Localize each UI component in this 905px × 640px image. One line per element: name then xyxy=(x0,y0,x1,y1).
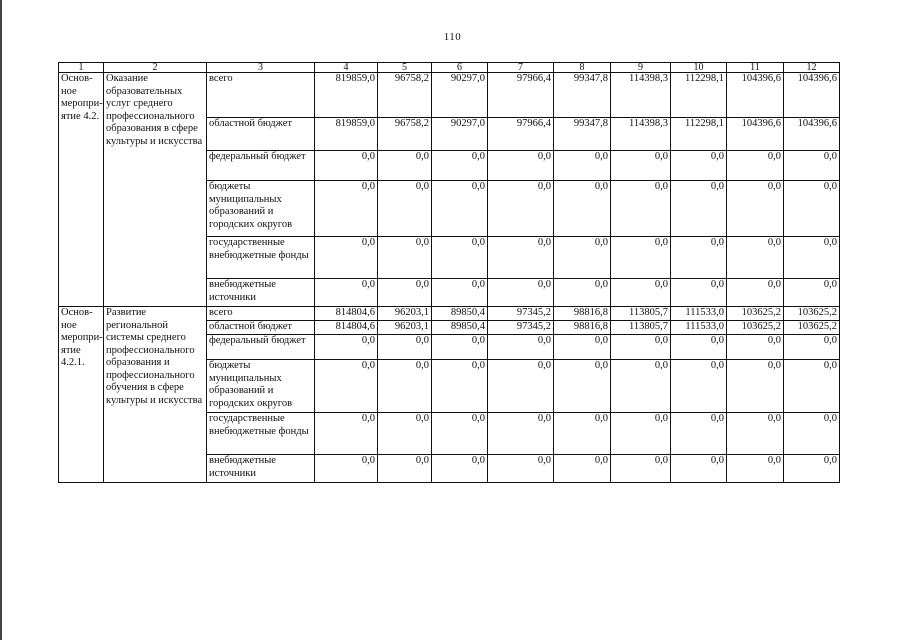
value-cell: 0,0 xyxy=(671,360,727,413)
value-cell: 96758,2 xyxy=(378,118,432,151)
value-cell: 104396,6 xyxy=(784,118,840,151)
description-cell: Развитие региональной системы среднего профессионального образования и профессионального обучения в сфере культуры и искусства xyxy=(104,307,207,483)
value-cell: 0,0 xyxy=(784,237,840,279)
funding-source-cell: бюджеты муниципальных образований и городских округов xyxy=(207,181,315,237)
column-number: 5 xyxy=(378,63,432,73)
column-number: 2 xyxy=(104,63,207,73)
value-cell: 111533,0 xyxy=(671,321,727,335)
value-cell: 0,0 xyxy=(488,279,554,307)
value-cell: 0,0 xyxy=(554,151,611,181)
funding-source-cell: бюджеты муниципальных образований и городских округов xyxy=(207,360,315,413)
value-cell: 0,0 xyxy=(671,279,727,307)
value-cell: 0,0 xyxy=(611,413,671,455)
value-cell: 0,0 xyxy=(488,413,554,455)
value-cell: 819859,0 xyxy=(315,73,378,118)
value-cell: 89850,4 xyxy=(432,307,488,321)
value-cell: 99347,8 xyxy=(554,118,611,151)
value-cell: 0,0 xyxy=(378,237,432,279)
value-cell: 0,0 xyxy=(671,151,727,181)
budget-table-body xyxy=(59,73,840,483)
description-cell: Оказание образовательных услуг среднего профессионального образования в сфере культуры и искусства xyxy=(104,73,207,307)
value-cell: 0,0 xyxy=(378,279,432,307)
funding-source-cell: федеральный бюджет xyxy=(207,335,315,360)
value-cell: 0,0 xyxy=(315,279,378,307)
value-cell: 0,0 xyxy=(554,279,611,307)
value-cell: 0,0 xyxy=(727,181,784,237)
value-cell: 0,0 xyxy=(611,279,671,307)
value-cell: 0,0 xyxy=(432,151,488,181)
value-cell: 0,0 xyxy=(432,181,488,237)
value-cell: 104396,6 xyxy=(784,73,840,118)
value-cell: 98816,8 xyxy=(554,307,611,321)
column-number: 3 xyxy=(207,63,315,73)
value-cell: 0,0 xyxy=(727,455,784,483)
value-cell: 0,0 xyxy=(611,455,671,483)
value-cell: 0,0 xyxy=(432,413,488,455)
value-cell: 814804,6 xyxy=(315,307,378,321)
value-cell: 99347,8 xyxy=(554,73,611,118)
value-cell: 0,0 xyxy=(378,151,432,181)
value-cell: 0,0 xyxy=(488,335,554,360)
value-cell: 111533,0 xyxy=(671,307,727,321)
value-cell: 0,0 xyxy=(727,151,784,181)
column-number: 4 xyxy=(315,63,378,73)
value-cell: 0,0 xyxy=(488,455,554,483)
value-cell: 90297,0 xyxy=(432,118,488,151)
funding-source-cell: государственные внебюджетные фонды xyxy=(207,413,315,455)
funding-source-cell: внебюджетные источники xyxy=(207,455,315,483)
activity-cell: Основ-ное меропри-ятие 4.2. xyxy=(59,73,104,307)
value-cell: 0,0 xyxy=(315,151,378,181)
value-cell: 0,0 xyxy=(315,181,378,237)
value-cell: 0,0 xyxy=(315,455,378,483)
funding-source-cell: внебюджетные источники xyxy=(207,279,315,307)
value-cell: 0,0 xyxy=(671,413,727,455)
value-cell: 0,0 xyxy=(378,335,432,360)
value-cell: 0,0 xyxy=(488,181,554,237)
value-cell: 112298,1 xyxy=(671,118,727,151)
value-cell: 104396,6 xyxy=(727,73,784,118)
value-cell: 0,0 xyxy=(784,360,840,413)
table-row xyxy=(59,307,840,321)
value-cell: 96203,1 xyxy=(378,321,432,335)
value-cell: 104396,6 xyxy=(727,118,784,151)
value-cell: 90297,0 xyxy=(432,73,488,118)
value-cell: 97966,4 xyxy=(488,73,554,118)
value-cell: 0,0 xyxy=(727,335,784,360)
column-number: 1 xyxy=(59,63,104,73)
column-number: 8 xyxy=(554,63,611,73)
value-cell: 0,0 xyxy=(554,335,611,360)
value-cell: 0,0 xyxy=(554,360,611,413)
value-cell: 0,0 xyxy=(727,360,784,413)
column-number: 6 xyxy=(432,63,488,73)
value-cell: 0,0 xyxy=(432,279,488,307)
value-cell: 0,0 xyxy=(727,279,784,307)
value-cell: 103625,2 xyxy=(727,321,784,335)
column-number: 9 xyxy=(611,63,671,73)
value-cell: 0,0 xyxy=(784,455,840,483)
value-cell: 97345,2 xyxy=(488,307,554,321)
value-cell: 0,0 xyxy=(488,360,554,413)
value-cell: 0,0 xyxy=(488,151,554,181)
value-cell: 0,0 xyxy=(727,237,784,279)
column-number: 11 xyxy=(727,63,784,73)
page-number: 110 xyxy=(443,31,462,43)
activity-cell: Основ-ное меропри-ятие 4.2.1. xyxy=(59,307,104,483)
value-cell: 0,0 xyxy=(611,335,671,360)
value-cell: 0,0 xyxy=(378,360,432,413)
value-cell: 0,0 xyxy=(554,413,611,455)
value-cell: 97966,4 xyxy=(488,118,554,151)
value-cell: 0,0 xyxy=(315,237,378,279)
value-cell: 0,0 xyxy=(432,455,488,483)
value-cell: 0,0 xyxy=(611,360,671,413)
value-cell: 0,0 xyxy=(671,237,727,279)
value-cell: 0,0 xyxy=(378,181,432,237)
value-cell: 814804,6 xyxy=(315,321,378,335)
value-cell: 0,0 xyxy=(611,181,671,237)
value-cell: 0,0 xyxy=(784,181,840,237)
column-number: 7 xyxy=(488,63,554,73)
value-cell: 0,0 xyxy=(554,455,611,483)
scan-edge-line xyxy=(0,0,2,640)
value-cell: 0,0 xyxy=(432,360,488,413)
value-cell: 0,0 xyxy=(727,413,784,455)
value-cell: 0,0 xyxy=(784,279,840,307)
column-number: 12 xyxy=(784,63,840,73)
value-cell: 0,0 xyxy=(671,181,727,237)
funding-source-cell: областной бюджет xyxy=(207,118,315,151)
column-number: 10 xyxy=(671,63,727,73)
value-cell: 0,0 xyxy=(378,413,432,455)
value-cell: 0,0 xyxy=(432,237,488,279)
funding-source-cell: государственные внебюджетные фонды xyxy=(207,237,315,279)
value-cell: 97345,2 xyxy=(488,321,554,335)
funding-source-cell: всего xyxy=(207,73,315,118)
value-cell: 89850,4 xyxy=(432,321,488,335)
value-cell: 0,0 xyxy=(315,360,378,413)
value-cell: 0,0 xyxy=(784,151,840,181)
value-cell: 0,0 xyxy=(315,413,378,455)
value-cell: 0,0 xyxy=(488,237,554,279)
value-cell: 114398,3 xyxy=(611,73,671,118)
value-cell: 98816,8 xyxy=(554,321,611,335)
value-cell: 0,0 xyxy=(611,151,671,181)
value-cell: 0,0 xyxy=(784,413,840,455)
value-cell: 114398,3 xyxy=(611,118,671,151)
funding-source-cell: федеральный бюджет xyxy=(207,151,315,181)
value-cell: 96203,1 xyxy=(378,307,432,321)
value-cell: 96758,2 xyxy=(378,73,432,118)
value-cell: 0,0 xyxy=(784,335,840,360)
value-cell: 103625,2 xyxy=(727,307,784,321)
value-cell: 819859,0 xyxy=(315,118,378,151)
value-cell: 103625,2 xyxy=(784,307,840,321)
value-cell: 0,0 xyxy=(315,335,378,360)
value-cell: 0,0 xyxy=(671,455,727,483)
value-cell: 113805,7 xyxy=(611,321,671,335)
value-cell: 0,0 xyxy=(554,237,611,279)
value-cell: 0,0 xyxy=(378,455,432,483)
funding-source-cell: областной бюджет xyxy=(207,321,315,335)
value-cell: 113805,7 xyxy=(611,307,671,321)
budget-table xyxy=(58,62,840,483)
value-cell: 103625,2 xyxy=(784,321,840,335)
funding-source-cell: всего xyxy=(207,307,315,321)
column-number-row xyxy=(59,63,840,73)
value-cell: 0,0 xyxy=(554,181,611,237)
value-cell: 0,0 xyxy=(432,335,488,360)
table-row xyxy=(59,73,840,118)
value-cell: 0,0 xyxy=(611,237,671,279)
value-cell: 0,0 xyxy=(671,335,727,360)
value-cell: 112298,1 xyxy=(671,73,727,118)
